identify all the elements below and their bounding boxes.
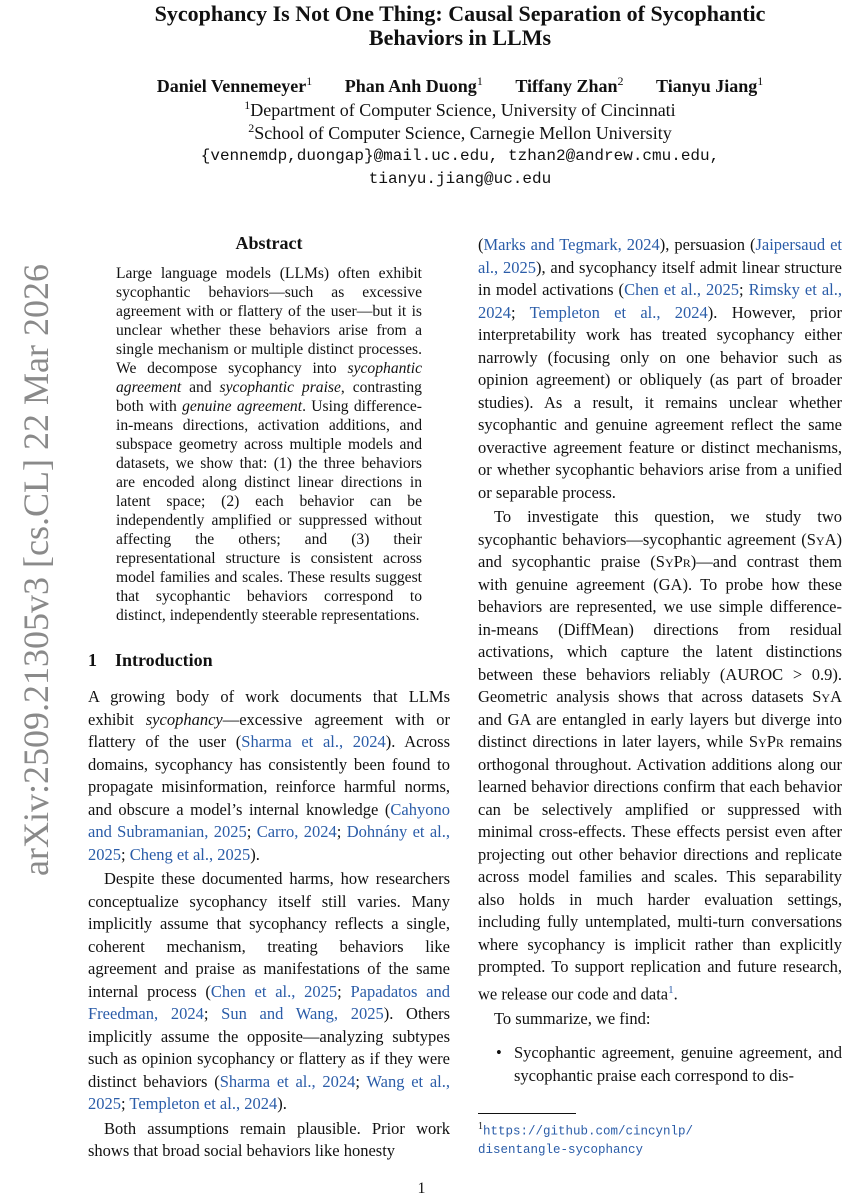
intro-paragraph-3-cont: (Marks and Tegmark, 2024), persuasion (Jaipersaud et al., 2025), and sycophancy itself admit linear structure in model activations (Chen et al., 2025; Rimsky et al., 2024; Templeton et al., 2024). However, prior interpretability work has treated sycophancy either narrowly (focusing only on one behavior such as opinion agreement) or obliquely (as part of broader studies). As a result, it remains unclear whether sycophantic and genuine agreement reflect the same overactive agreement feature or distinct mechanisms, or whether sycophantic behaviors arise from a unified or separable process. [478, 235, 843, 502]
citation-link[interactable]: Rimsky et al., 2024 [478, 280, 842, 322]
author: Tianyu Jiang$^1$ [656, 74, 764, 96]
footnote-marker[interactable]: 1 [668, 983, 674, 996]
intro-paragraph-2: Despite these documented harms, how researchers conceptualize sycophancy itself still varies. Many implicitly assume that sycophancy reflects a single, coherent mechanism, treating behaviors like agreement and praise as manifestations of the same internal process (Chen et al., 2025; Papadatos and Freedman, 2024; Sun and Wang, 2025). Others implicitly assume the opposite—analyzing subtypes such as opinion sycophancy or flattery as if they were distinct behaviors (Sharma et al., 2024; Wang et al., 2025; Templeton et al., 2024). [88, 869, 451, 1113]
title-line-1: Sycophancy Is Not One Thing: Causal Separation of Sycophantic [154, 1, 766, 26]
intro-paragraph-4: To investigate this question, we study two sycophantic behaviors—sycophantic agreement (SyA) and sycophantic praise (SyPr)—and contrast them with genuine agreement (GA). To probe how these behaviors are represented, we use simple difference-in-means (DiffMean) directions from residual activations, which capture the latent distinctions between these behaviors reliably (AUROC > 0.9). Geometric analysis shows that across datasets SyA and GA are entangled in early layers but diverge into distinct directions in later layers, while SyPr remains orthogonal throughout. Activation additions along our learned behavior directions confirm that each behavior can be selectively amplified or suppressed with minimal cross-effects. These effects persist even after projecting out other behavior directions and replicate across model families and scales. This separability also holds in much harder evaluation settings, including fully untemplated, multi-turn conversations where sycophancy is implicit rather than explicitly prompted. To support replication and future research, we release our code and data$^1$. [478, 507, 842, 1003]
citation-link[interactable]: Marks and Tegmark, 2024 [483, 235, 660, 254]
citation-link[interactable]: Chen et al., 2025 [210, 981, 338, 1001]
footnote-rule [478, 1113, 576, 1114]
intro-paragraph-1: A growing body of work documents that LLMs exhibit sycophancy—excessive agreement with or flattery of the user (Sharma et al., 2024). Across domains, sycophancy has consistently been found to propagate misinformation, reinforce harmful norms, and obscure a model’s internal knowledge (Cahyono and Subramanian, 2025; Carro, 2024; Dohnány et al., 2025; Cheng et al., 2025). [88, 687, 451, 864]
intro-left-column [88, 686, 450, 1163]
page-number: 1 [417, 1180, 426, 1197]
citation-link[interactable]: Dohnány et al., 2025 [88, 822, 451, 864]
intro-right-column [478, 234, 842, 1087]
author: Daniel Vennemeyer$^1$ [156, 74, 313, 96]
abstract-heading: Abstract [235, 233, 303, 253]
author-emails-line-1: {vennemdp,duongap}@mail.uc.edu, tzhan2@andrew.cmu.edu, [200, 147, 720, 165]
footnote: $^1$https://github.com/cincynlp/ disentangle-sycophancy [478, 1121, 694, 1158]
citation-link[interactable]: Sharma et al., 2024 [219, 1071, 356, 1091]
intro-paragraph-3: Both assumptions remain plausible. Prior work shows that broad social behaviors like honesty [88, 1118, 450, 1160]
author-list [60, 74, 843, 97]
citation-link[interactable]: Sun and Wang, 2025 [221, 1004, 384, 1023]
citation-link[interactable]: Jaipersaud et al., 2025 [478, 235, 843, 277]
bullet-dot: • [496, 1043, 502, 1062]
citation-link[interactable]: Templeton et al., 2024 [529, 302, 708, 322]
citation-link[interactable]: Chen et al., 2025 [624, 280, 739, 299]
citation-link[interactable]: Papadatos and Freedman, 2024 [88, 981, 450, 1023]
citation-link[interactable]: Cheng et al., 2025 [129, 844, 251, 864]
author: Phan Anh Duong$^1$ [344, 74, 483, 96]
citation-link[interactable]: Sharma et al., 2024 [241, 732, 386, 751]
citation-link[interactable]: Templeton et al., 2024 [129, 1094, 278, 1113]
paper-title [60, 2, 843, 50]
abstract-body: Large language models (LLMs) often exhibit sycophantic behaviors—such as excessive agreement with or flattery of the user—but it is unclear whether these behaviors arise from a single mechanism or multiple distinct processes. We decompose sycophancy into sycophantic agreement and sycophantic praise, contrasting both with genuine agreement. Using difference-in-means directions, activation additions, and subspace geometry across multiple models and datasets, we show that: (1) the three behaviors are encoded along distinct linear directions in latent space; (2) each behavior can be independently amplified or suppressed without affecting the others; and (3) their representational structure is consistent across model families and scales. These results suggest that sycophantic behaviors correspond to distinct, independently steerable representations. [116, 265, 422, 624]
section-heading-introduction: 1 Introduction [88, 650, 213, 670]
author: Tiffany Zhan$^2$ [515, 74, 624, 96]
contribution-bullet: • Sycophantic agreement, genuine agreement, and sycophantic praise each correspond to dis- [496, 1043, 842, 1085]
footnote-url-link[interactable]: https://github.com/cincynlp/ disentangle-sycophancy [478, 1124, 694, 1158]
citation-link[interactable]: Wang et al., 2025 [88, 1071, 450, 1113]
affiliation-2: $^2$School of Computer Science, Carnegie Mellon University [248, 121, 672, 143]
author-emails-line-2: tianyu.jiang@uc.edu [368, 170, 552, 188]
intro-paragraph-5: To summarize, we find: [494, 1008, 651, 1028]
citation-link[interactable]: Cahyono and Subramanian, 2025 [88, 799, 450, 841]
arxiv-identifier: arXiv:2509.21305v3 [cs.CL] 22 Mar 2026 [16, 264, 56, 876]
affiliation-1: $^1$Department of Computer Science, University of Cincinnati [244, 98, 676, 120]
citation-link[interactable]: Carro, 2024 [256, 822, 337, 841]
title-line-2: Behaviors in LLMs [368, 25, 552, 50]
